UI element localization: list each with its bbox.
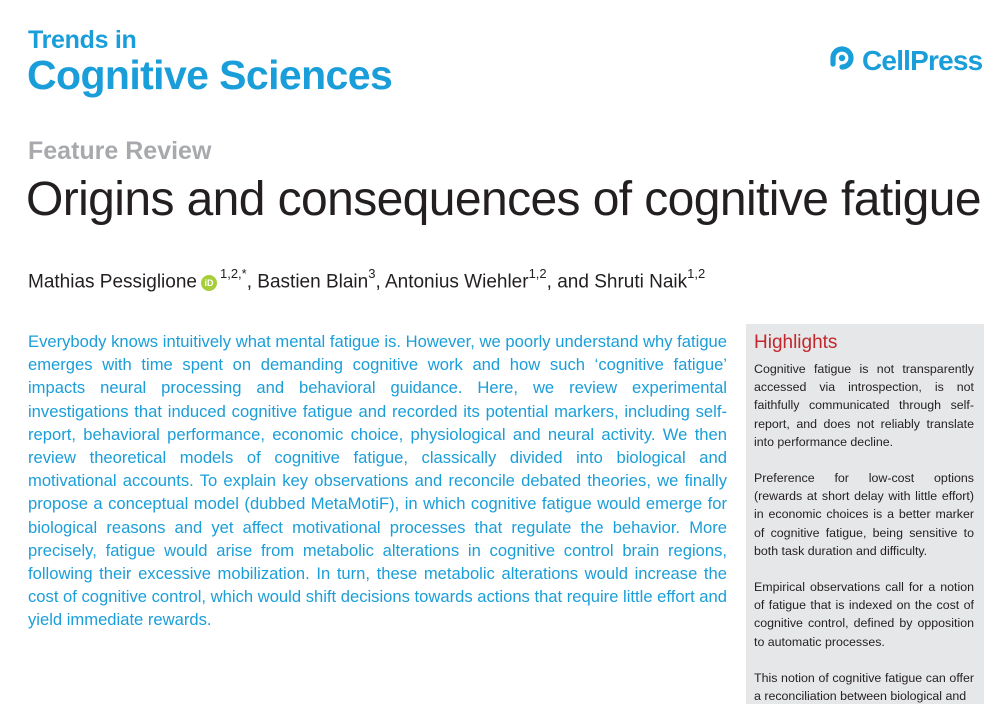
author-name: Bastien Blain xyxy=(257,271,369,293)
author-affiliation: 1,2 xyxy=(528,266,547,281)
publisher-logo xyxy=(826,42,982,79)
highlight-item: Empirical observations call for a notion of fatigue that is indexed on the cost of cognitive control, defined by opposition to automatic processes. xyxy=(754,580,974,649)
highlights-box xyxy=(746,324,984,704)
highlights-list xyxy=(754,360,974,704)
highlight-item: Preference for low-cost options (rewards at short delay with little effort) in economic choices is a better marker of cognitive fatigue, being sensitive to both task duration and difficulty. xyxy=(754,471,974,558)
journal-name-line1: Trends in xyxy=(28,26,137,54)
author-affiliation: 1,2,* xyxy=(219,266,247,281)
highlight-item: Cognitive fatigue is not transparently accessed via introspection, is not faithfully communicated through self-report, and does not reliably translate into performance decline. xyxy=(754,362,974,449)
article-type: Feature Review xyxy=(28,137,212,165)
highlight-item: This notion of cognitive fatigue can offer a reconciliation between biological and xyxy=(754,670,974,704)
author-name: Shruti Naik xyxy=(594,271,688,293)
author-name: Mathias Pessiglione xyxy=(28,271,197,293)
orcid-icon[interactable]: iD xyxy=(201,275,217,291)
cellpress-logo-icon xyxy=(826,42,858,79)
article-title: Origins and consequences of cognitive fatigue xyxy=(26,173,981,226)
journal-name-line2: Cognitive Sciences xyxy=(27,52,393,98)
highlights-title: Highlights xyxy=(754,332,838,353)
author-affiliation: 3 xyxy=(368,266,376,281)
author-list xyxy=(28,268,705,293)
publisher-name: CellPress xyxy=(862,44,983,76)
author-name: Antonius Wiehler xyxy=(384,271,529,293)
author-separator: , xyxy=(375,271,385,293)
author-separator: , xyxy=(246,271,258,293)
abstract: Everybody knows intuitively what mental fatigue is. However, we poorly understand why fatigue emerges with time spent on demanding cognitive work and how such ‘cognitive fatigue’ impacts neural processing and behavioral guidance. Here, we review experimental investigations that induced cognitive fatigue and recorded its potential markers, including self-report, behavioral performance, economic choice, physiological and neural activity. We then review theoretical models of cognitive fatigue, classically divided into biological and motivational accounts. To explain key observations and reconcile debated theories, we finally propose a conceptual model (dubbed MetaMotiF), in which cognitive fatigue would emerge for biological reasons and yet affect motivational processes that regulate the behavior. More precisely, fatigue would arise from metabolic alterations in cognitive control brain regions, following their excessive mobilization. In turn, these metabolic alterations would increase the cost of cognitive control, which would shift decisions towards actions that require little effort and yield immediate rewards. xyxy=(28,332,727,630)
author-affiliation: 1,2 xyxy=(687,266,706,281)
author-separator: , and xyxy=(546,271,595,293)
